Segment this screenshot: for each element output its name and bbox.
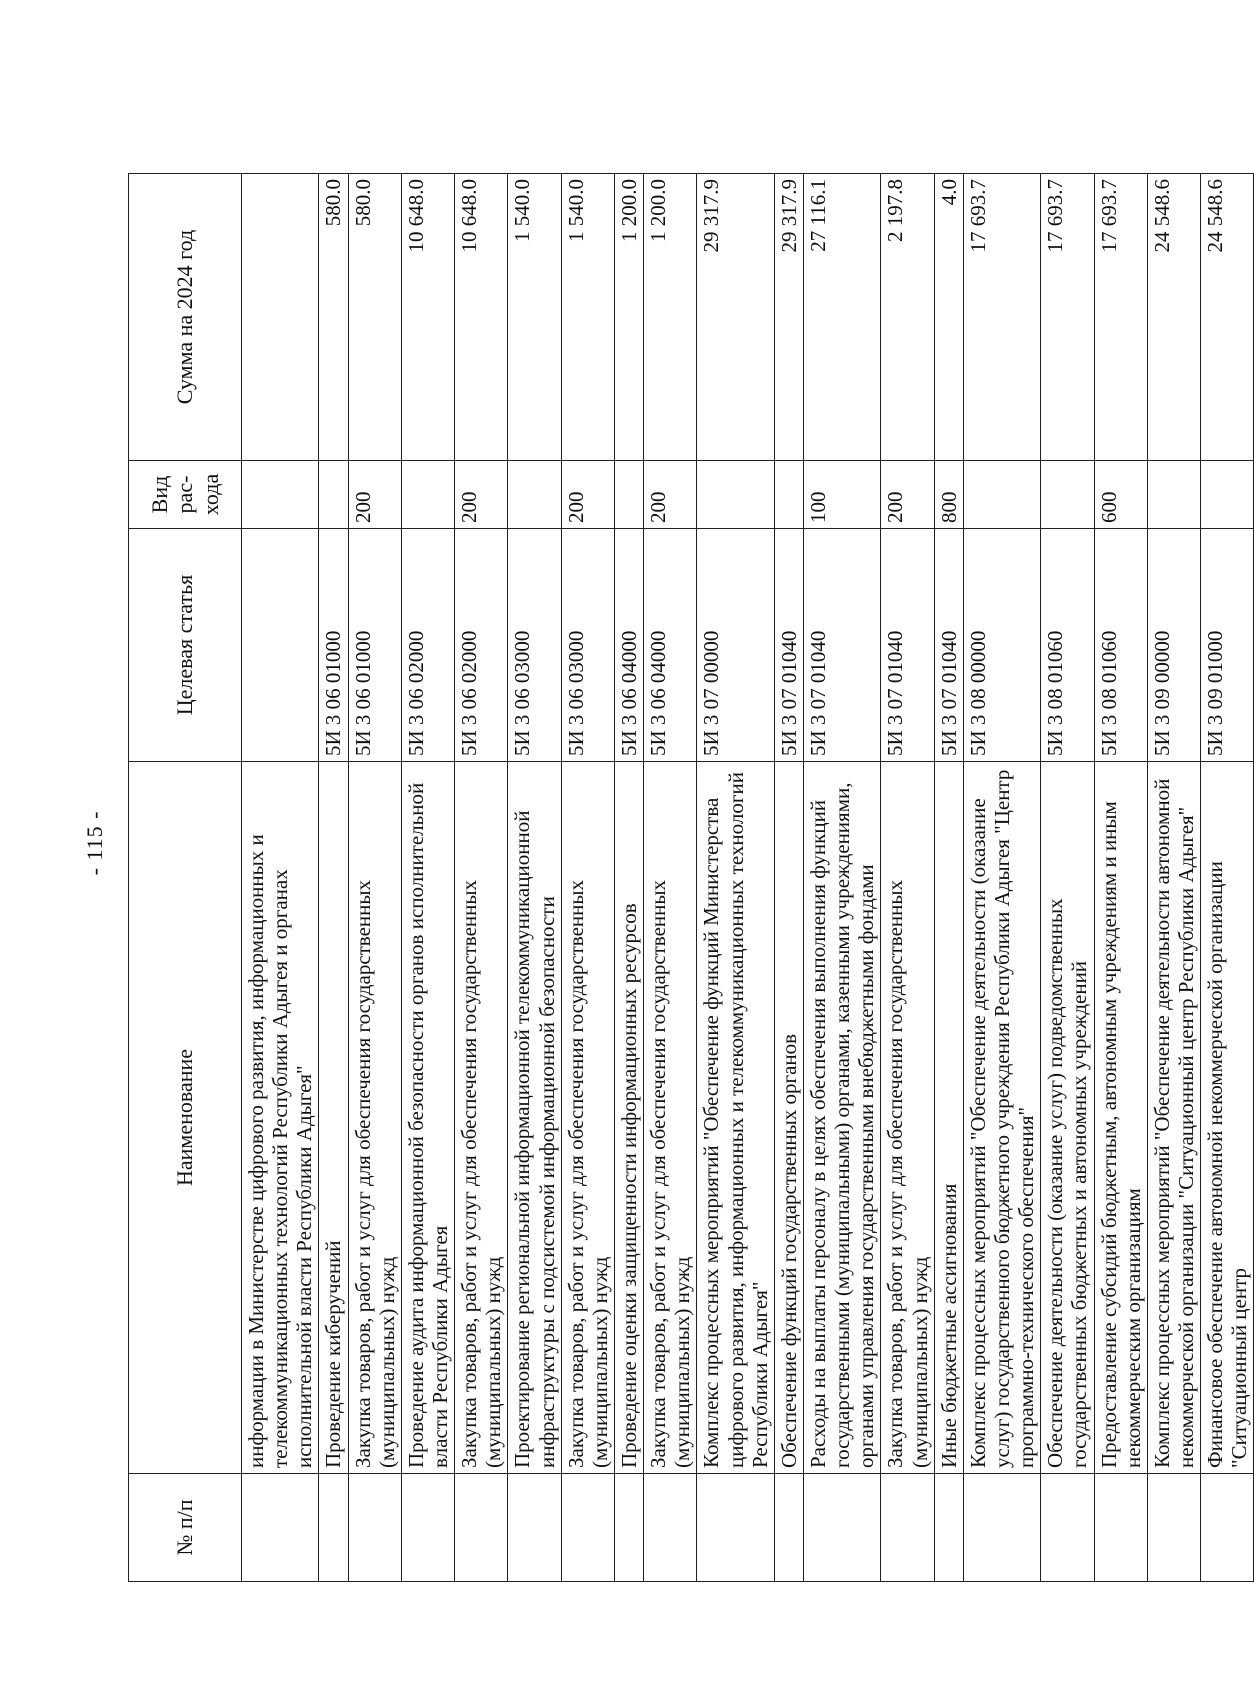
cell-vid bbox=[242, 461, 319, 529]
cell-sum bbox=[242, 174, 319, 461]
cell-name: Расходы на выплаты персоналу в целях обеспечения выполнения функций государственными (муниципальными) органами, казенными учреждениями, органами управления государственными внебюджетными фондами bbox=[803, 762, 880, 1474]
header-vid: Вид рас-хода bbox=[129, 461, 242, 529]
cell-num bbox=[963, 1474, 1040, 1582]
cell-code: 5И 3 06 02000 bbox=[455, 529, 508, 762]
table-body bbox=[242, 174, 1254, 1582]
table-row bbox=[1094, 174, 1147, 1582]
cell-name: Проведение киберучений bbox=[319, 762, 348, 1474]
table-row bbox=[803, 174, 880, 1582]
header-name: Наименование bbox=[129, 762, 242, 1474]
cell-sum: 17 693.7 bbox=[1094, 174, 1147, 461]
cell-code bbox=[242, 529, 319, 762]
cell-num bbox=[934, 1474, 963, 1582]
table-header bbox=[129, 174, 242, 1582]
cell-sum: 580.0 bbox=[348, 174, 401, 461]
cell-sum: 10 648.0 bbox=[401, 174, 454, 461]
cell-num bbox=[508, 1474, 561, 1582]
cell-sum: 1 540.0 bbox=[508, 174, 561, 461]
cell-sum: 24 548.6 bbox=[1147, 174, 1200, 461]
cell-code: 5И 3 06 01000 bbox=[319, 529, 348, 762]
table-row bbox=[1041, 174, 1094, 1582]
table-row bbox=[934, 174, 963, 1582]
cell-num bbox=[455, 1474, 508, 1582]
cell-name: Проведение аудита информационной безопасности органов исполнительной власти Республики Адыгея bbox=[401, 762, 454, 1474]
cell-vid: 200 bbox=[881, 461, 934, 529]
page-number: - 115 - bbox=[82, 810, 107, 876]
cell-name: Закупка товаров, работ и услуг для обеспечения государственных (муниципальных) нужд bbox=[348, 762, 401, 1474]
cell-num bbox=[803, 1474, 880, 1582]
header-code: Целевая статья bbox=[129, 529, 242, 762]
cell-num bbox=[319, 1474, 348, 1582]
cell-code: 5И 3 06 03000 bbox=[508, 529, 561, 762]
table-row bbox=[644, 174, 697, 1582]
cell-name: информации в Министерстве цифрового развития, информационных и телекоммуникационных технологий Республики Адыгея и органах исполнительной власти Республики Адыгея" bbox=[242, 762, 319, 1474]
cell-vid bbox=[1147, 461, 1200, 529]
cell-code: 5И 3 09 00000 bbox=[1147, 529, 1200, 762]
cell-sum: 10 648.0 bbox=[455, 174, 508, 461]
cell-num bbox=[401, 1474, 454, 1582]
cell-code: 5И 3 06 01000 bbox=[348, 529, 401, 762]
cell-code: 5И 3 07 00000 bbox=[697, 529, 774, 762]
cell-sum: 29 317.9 bbox=[697, 174, 774, 461]
table-row bbox=[508, 174, 561, 1582]
cell-num bbox=[697, 1474, 774, 1582]
cell-code: 5И 3 08 01060 bbox=[1041, 529, 1094, 762]
cell-num bbox=[242, 1474, 319, 1582]
cell-code: 5И 3 07 01040 bbox=[934, 529, 963, 762]
cell-num bbox=[1094, 1474, 1147, 1582]
table-row bbox=[614, 174, 643, 1582]
table-row bbox=[963, 174, 1040, 1582]
cell-vid bbox=[774, 461, 803, 529]
cell-vid: 600 bbox=[1094, 461, 1147, 529]
cell-vid bbox=[963, 461, 1040, 529]
cell-code: 5И 3 08 00000 bbox=[963, 529, 1040, 762]
cell-vid: 100 bbox=[803, 461, 880, 529]
cell-name: Обеспечение деятельности (оказание услуг) подведомственных государственных бюджетных и автономных учреждений bbox=[1041, 762, 1094, 1474]
cell-num bbox=[1041, 1474, 1094, 1582]
cell-code: 5И 3 07 01040 bbox=[774, 529, 803, 762]
cell-name: Закупка товаров, работ и услуг для обеспечения государственных (муниципальных) нужд bbox=[881, 762, 934, 1474]
cell-num bbox=[881, 1474, 934, 1582]
cell-sum: 580.0 bbox=[319, 174, 348, 461]
table-row bbox=[774, 174, 803, 1582]
cell-name: Обеспечение функций государственных органов bbox=[774, 762, 803, 1474]
cell-code: 5И 3 09 01000 bbox=[1201, 529, 1254, 762]
cell-vid bbox=[319, 461, 348, 529]
cell-num bbox=[561, 1474, 614, 1582]
cell-name: Комплекс процессных мероприятий "Обеспечение деятельности автономной некоммерческой организации "Ситуационный центр Республики Адыгея" bbox=[1147, 762, 1200, 1474]
cell-name: Предоставление субсидий бюджетным, автономным учреждениям и иным некоммерческим организациям bbox=[1094, 762, 1147, 1474]
cell-vid bbox=[508, 461, 561, 529]
cell-name: Закупка товаров, работ и услуг для обеспечения государственных (муниципальных) нужд bbox=[644, 762, 697, 1474]
table-row bbox=[242, 174, 319, 1582]
cell-sum: 29 317.9 bbox=[774, 174, 803, 461]
cell-sum: 2 197.8 bbox=[881, 174, 934, 461]
cell-vid: 800 bbox=[934, 461, 963, 529]
table-row bbox=[401, 174, 454, 1582]
cell-name: Комплекс процессных мероприятий "Обеспечение функций Министерства цифрового развития, информационных и телекоммуникационных технологий Республики Адыгея" bbox=[697, 762, 774, 1474]
table-row bbox=[348, 174, 401, 1582]
cell-sum: 1 200.0 bbox=[644, 174, 697, 461]
cell-sum: 1 200.0 bbox=[614, 174, 643, 461]
cell-num bbox=[348, 1474, 401, 1582]
cell-vid bbox=[1041, 461, 1094, 529]
cell-sum: 1 540.0 bbox=[561, 174, 614, 461]
cell-sum: 17 693.7 bbox=[1041, 174, 1094, 461]
cell-code: 5И 3 06 02000 bbox=[401, 529, 454, 762]
header-num: № п/п bbox=[129, 1474, 242, 1582]
table-row bbox=[455, 174, 508, 1582]
cell-vid: 200 bbox=[644, 461, 697, 529]
cell-name: Проектирование региональной информационной телекоммуникационной инфраструктуры с подсистемой информационной безопасности bbox=[508, 762, 561, 1474]
cell-vid bbox=[697, 461, 774, 529]
table-row bbox=[697, 174, 774, 1582]
budget-table bbox=[128, 173, 1254, 1582]
cell-name: Проведение оценки защищенности информационных ресурсов bbox=[614, 762, 643, 1474]
cell-vid: 200 bbox=[561, 461, 614, 529]
cell-num bbox=[614, 1474, 643, 1582]
table-row bbox=[881, 174, 934, 1582]
cell-sum: 27 116.1 bbox=[803, 174, 880, 461]
cell-vid bbox=[614, 461, 643, 529]
cell-sum: 24 548.6 bbox=[1201, 174, 1254, 461]
cell-vid bbox=[1201, 461, 1254, 529]
table-row bbox=[1147, 174, 1200, 1582]
header-row bbox=[129, 174, 242, 1582]
cell-name: Закупка товаров, работ и услуг для обеспечения государственных (муниципальных) нужд bbox=[561, 762, 614, 1474]
cell-num bbox=[1147, 1474, 1200, 1582]
cell-vid: 200 bbox=[455, 461, 508, 529]
cell-vid bbox=[401, 461, 454, 529]
header-sum: Сумма на 2024 год bbox=[129, 174, 242, 461]
cell-code: 5И 3 07 01040 bbox=[881, 529, 934, 762]
table-row bbox=[561, 174, 614, 1582]
cell-code: 5И 3 06 04000 bbox=[644, 529, 697, 762]
cell-code: 5И 3 07 01040 bbox=[803, 529, 880, 762]
cell-name: Иные бюджетные ассигнования bbox=[934, 762, 963, 1474]
cell-code: 5И 3 06 03000 bbox=[561, 529, 614, 762]
cell-code: 5И 3 08 01060 bbox=[1094, 529, 1147, 762]
cell-name: Закупка товаров, работ и услуг для обеспечения государственных (муниципальных) нужд bbox=[455, 762, 508, 1474]
cell-vid: 200 bbox=[348, 461, 401, 529]
table-row bbox=[1201, 174, 1254, 1582]
cell-num bbox=[774, 1474, 803, 1582]
cell-name: Комплекс процессных мероприятий "Обеспечение деятельности (оказание услуг) государственного бюджетного учреждения Республики Адыгея "Центр программно-технического обеспечения" bbox=[963, 762, 1040, 1474]
cell-code: 5И 3 06 04000 bbox=[614, 529, 643, 762]
cell-sum: 4.0 bbox=[934, 174, 963, 461]
table-row bbox=[319, 174, 348, 1582]
cell-sum: 17 693.7 bbox=[963, 174, 1040, 461]
cell-num bbox=[1201, 1474, 1254, 1582]
cell-num bbox=[644, 1474, 697, 1582]
cell-name: Финансовое обеспечение автономной некоммерческой организации "Ситуационный центр bbox=[1201, 762, 1254, 1474]
